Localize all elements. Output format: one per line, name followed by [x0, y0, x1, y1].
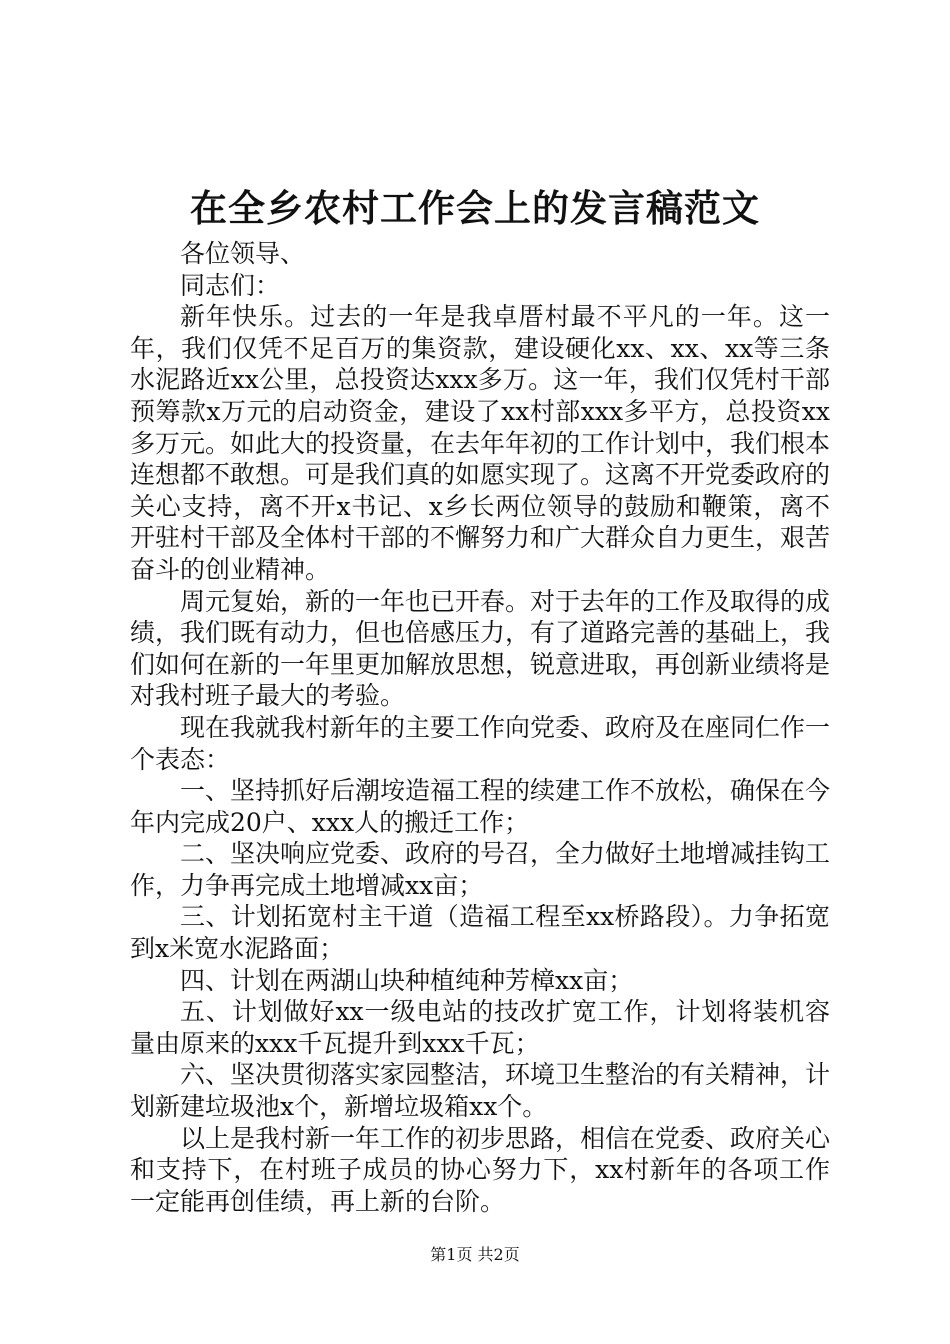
body-paragraph: 新年快乐。过去的一年是我卓厝村最不平凡的一年。这一年，我们仅凭不足百万的集资款，建设硬化xx、xx、xx等三条水泥路近xx公里，总投资达xxx多万。这一年，我们仅凭村干部预筹款x万元的启动资金，建设了xx村部xxx多平方，总投资xx多万元。如此大的投资量，在去年年初的工作计划中，我们根本连想都不敢想。可是我们真的如愿实现了。这离不开党委政府的关心支持，离不开x书记、x乡长两位领导的鼓励和鞭策，离不开驻村干部及全体村干部的不懈努力和广大群众自力更生，艰苦奋斗的创业精神。 [130, 302, 831, 584]
plan-item: 一、坚持抓好后潮垵造福工程的续建工作不放松，确保在今年内完成20户、xxx人的搬迁工作； [130, 776, 831, 837]
document-body [130, 238, 830, 1217]
body-paragraph: 周元复始，新的一年也已开春。对于去年的工作及取得的成绩，我们既有动力，但也倍感压力，有了道路完善的基础上，我们如何在新的一年里更加解放思想，锐意进取，再创新业绩将是对我村班子最大的考验。 [130, 586, 831, 711]
salutation-line: 同志们： [180, 270, 281, 300]
closing-paragraph: 以上是我村新一年工作的初步思路，相信在党委、政府关心和支持下，在村班子成员的协心努力下，xx村新年的各项工作一定能再创佳绩，再上新的台阶。 [130, 1123, 831, 1216]
plan-item: 三、计划拓宽村主干道（造福工程至xx桥路段）。力争拓宽到x米宽水泥路面； [130, 902, 830, 964]
salutation-line: 各位领导、 [180, 239, 306, 268]
document-title: 在全乡农村工作会上的发言稿范文 [190, 186, 760, 230]
body-paragraph: 现在我就我村新年的主要工作向党委、政府及在座同仁作一个表态： [130, 712, 831, 774]
plan-item: 六、坚决贯彻落实家园整洁，环境卫生整治的有关精神，计划新建垃圾池x个，新增垃圾箱xx个。 [130, 1060, 831, 1122]
plan-item: 四、计划在两湖山块种植纯种芳樟xx亩； [180, 965, 634, 995]
page-number-footer: 第1页 共2页 [430, 1245, 520, 1264]
plan-item: 二、坚决响应党委、政府的号召，全力做好土地增减挂钩工作，力争再完成土地增减xx亩； [130, 839, 831, 900]
plan-item: 五、计划做好xx一级电站的技改扩宽工作，计划将装机容量由原来的xxx千瓦提升到xxx千瓦； [130, 997, 830, 1058]
